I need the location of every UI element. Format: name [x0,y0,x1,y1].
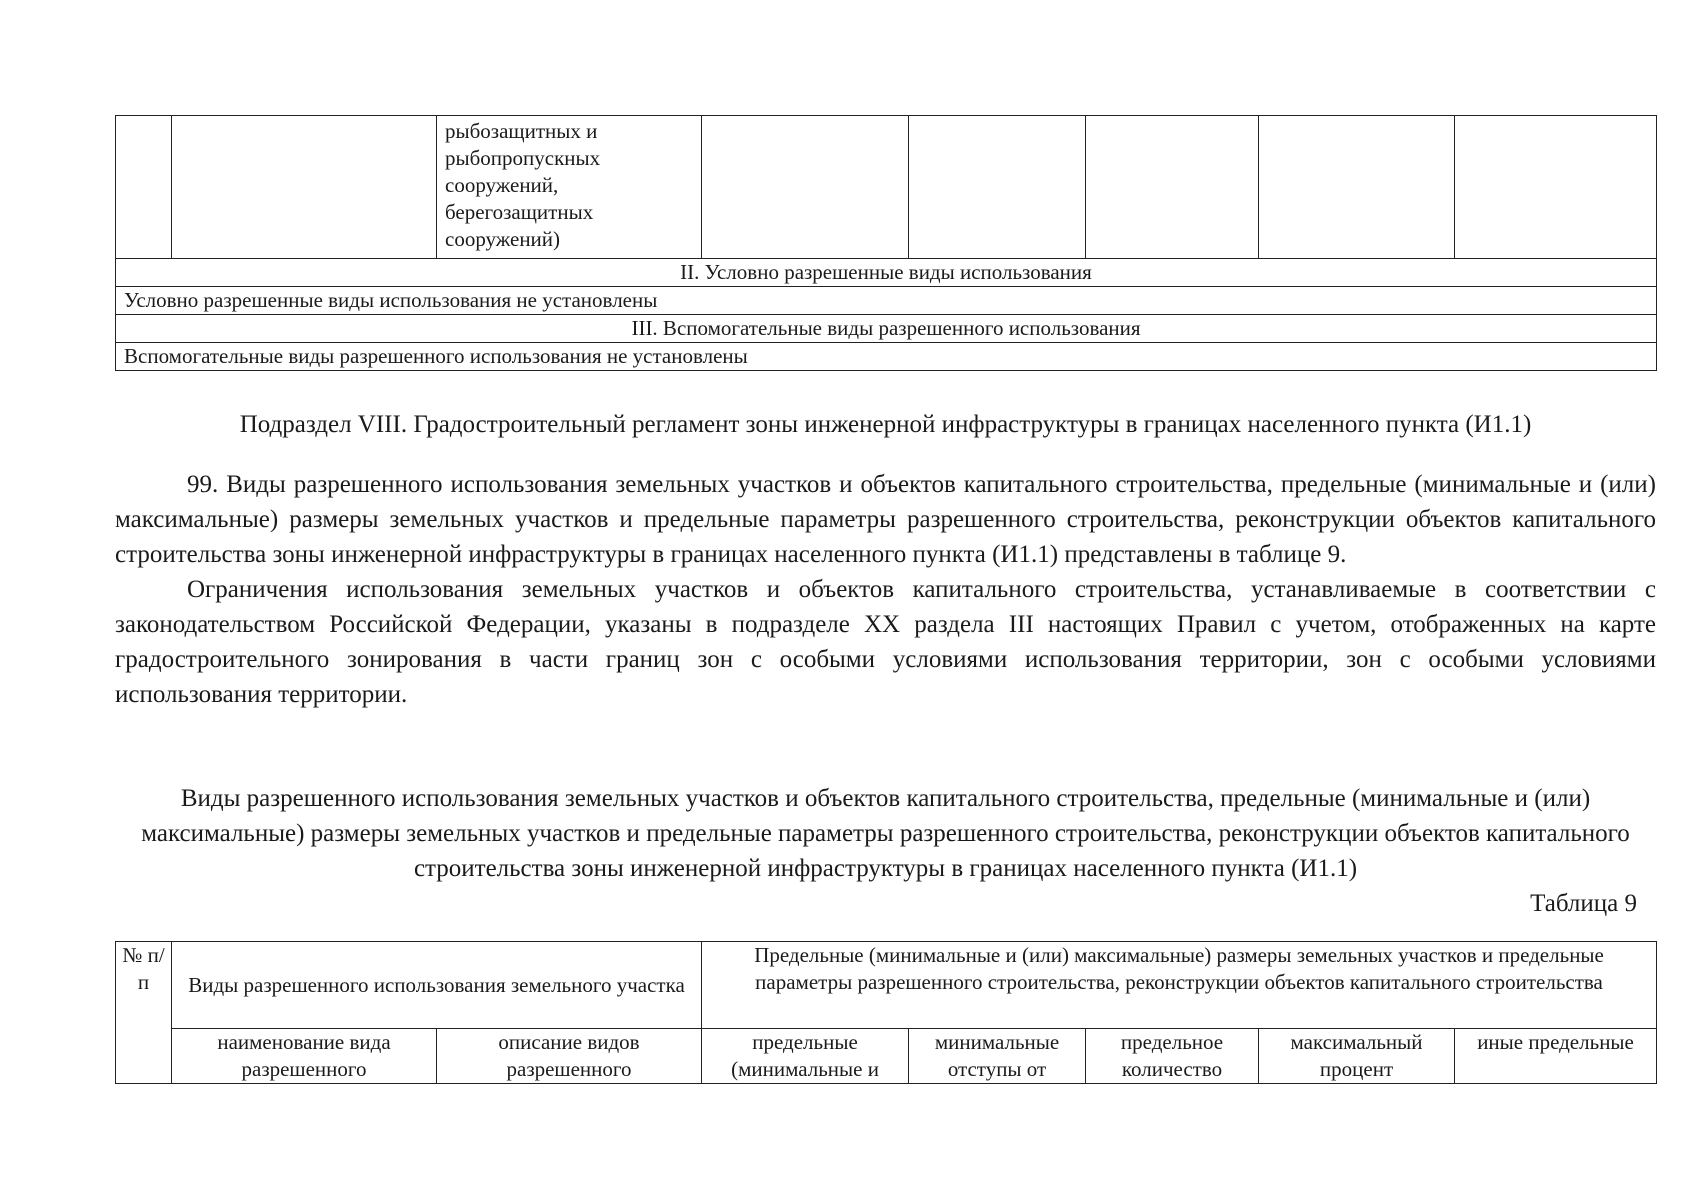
section-note-auxiliary: Вспомогательные виды разрешенного использования не установлены [116,343,1657,371]
table-row [116,116,1657,259]
header-number: № п/п [116,942,172,1084]
table-cell [172,116,437,259]
table-row [116,343,1657,371]
subheader-plot-limits: предельные (минимальные и [702,1029,909,1084]
table-number: Таблица 9 [1530,890,1637,917]
header-limits: Предельные (минимальные и (или) максимальные) размеры земельных участков и предельные параметры разрешенного строительства, реконструкции объектов капитального строительства [702,942,1657,1029]
paragraph: Ограничения использования земельных участков и объектов капитального строительства, устанавливаемые в соответствии с законодательством Российской Федерации, указаны в подразделе XX раздела III настоящих Правил с учетом, отображенных на карте градостроительного зонирования в части границ зон с особыми условиями использования территории, зон с особыми условиями использования территории. [115,576,1656,708]
table-row [116,315,1657,343]
table-cell [116,116,172,259]
cell-line: сооружений, [445,173,559,197]
cell-line: рыбозащитных и [445,119,598,143]
section-note-conditional: Условно разрешенные виды использования не установлены [116,287,1657,315]
table-cell-description [437,116,702,259]
cell-line: рыбопропускных [445,146,601,170]
section-title-conditional: II. Условно разрешенные виды использования [116,259,1657,287]
table-row [116,287,1657,315]
subheader-name: наименование вида разрешенного [172,1029,437,1084]
table-cell [1455,116,1657,259]
table-caption: Виды разрешенного использования земельных участков и объектов капитального строительства, предельные (минимальные и (или) максимальные) размеры земельных участков и предельные параметры разрешенного строительства, реконструкции объектов капитального строительства зоны инженерной инфраструктуры в границах населенного пункта (И1.1) [141,785,1630,882]
table-9 [115,941,1657,1084]
subheader-coverage: максимальный процент [1259,1029,1455,1084]
cell-line: берегозащитных [445,200,594,224]
body-text [115,467,1656,712]
table-row [116,259,1657,287]
table-cell [702,116,909,259]
regulation-table-continued [115,115,1657,371]
table-header-row [116,942,1657,1029]
header-permitted-types: Виды разрешенного использования земельного участка [172,942,702,1029]
subheader-description: описание видов разрешенного [437,1029,702,1084]
subheader-floors: предельное количество [1086,1029,1259,1084]
paragraph: 99. Виды разрешенного использования земельных участков и объектов капитального строительства, предельные (минимальные и (или) максимальные) размеры земельных участков и предельные параметры разрешенного строительства, реконструкции объектов капитального строительства зоны инженерной инфраструктуры в границах населенного пункта (И1.1) представлены в таблице 9. [115,471,1656,568]
cell-line: сооружений) [445,227,561,251]
subheader-setbacks: минимальные отступы от [909,1029,1086,1084]
subsection-title: Подраздел VIII. Градостроительный регламент зоны инженерной инфраструктуры в границах населенного пункта (И1.1) [239,411,1532,438]
table-cell [1086,116,1259,259]
table-cell [1259,116,1455,259]
table-cell [909,116,1086,259]
section-title-auxiliary: III. Вспомогательные виды разрешенного использования [116,315,1657,343]
subheader-other: иные предельные [1455,1029,1657,1084]
table-subheader-row [116,1029,1657,1084]
